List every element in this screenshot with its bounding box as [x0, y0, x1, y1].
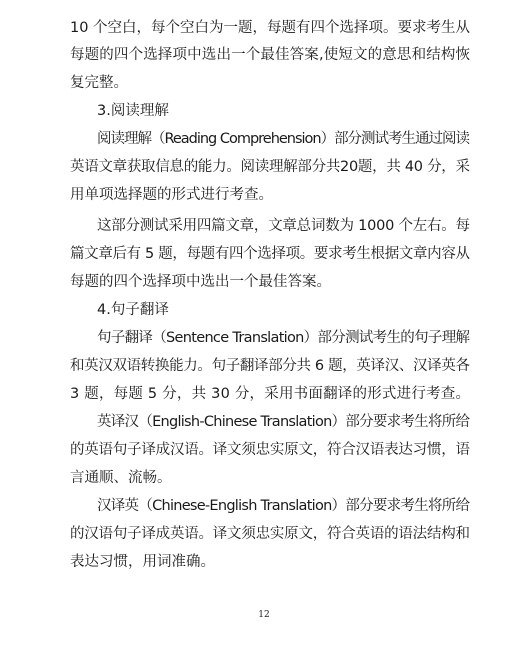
text-line: 言通顺、流畅。	[70, 470, 172, 486]
text-line: 用单项选择题的形式进行考查。	[70, 187, 273, 203]
text-line: 的汉语句子译成英语。译文须忠实原文，符合英语的语法结构和	[70, 526, 470, 542]
text-line: 每题的四个选择项中选出一个最佳答案。	[70, 274, 331, 290]
text-line: 句子翻译（Sentence Translation）部分测试考生的句子理解	[97, 330, 470, 346]
text-line: 这部分测试采用四篇文章，文章总词数为 1000 个左右。每	[97, 218, 470, 234]
text-line: 汉译英（Chinese-English Translation）部分要求考生将所给	[97, 498, 470, 514]
section-heading: 3.阅读理解	[97, 103, 169, 119]
page-number: 12	[258, 610, 270, 620]
text-line: 的英语句子译成汉语。译文须忠实原文，符合汉语表达习惯，语	[70, 442, 470, 458]
text-line: 篇文章后有 5 题，每题有四个选择项。要求考生根据文章内容从	[70, 246, 470, 262]
text-line: 英语文章获取信息的能力。阅读理解部分共20题，共 40 分，采	[70, 159, 470, 175]
text-line: 阅读理解（Reading Comprehension）部分测试考生通过阅读	[97, 131, 469, 147]
text-line: 表达习惯，用词准确。	[70, 554, 215, 570]
text-line: 英译汉（English-Chinese Translation）部分要求考生将所给	[97, 414, 470, 430]
text-line: 10 个空白，每个空白为一题，每题有四个选择项。要求考生从	[70, 20, 470, 36]
text-line: 和英汉双语转换能力。句子翻译部分共 6 题，英译汉、汉译英各	[70, 358, 470, 374]
text-line: 复完整。	[70, 75, 128, 91]
section-heading: 4.句子翻译	[97, 302, 169, 318]
text-line: 每题的四个选择项中选出一个最佳答案,使短文的意思和结构恢	[70, 47, 471, 63]
text-line: 3 题，每题 5 分，共 30 分，采用书面翻译的形式进行考查。	[70, 386, 471, 402]
